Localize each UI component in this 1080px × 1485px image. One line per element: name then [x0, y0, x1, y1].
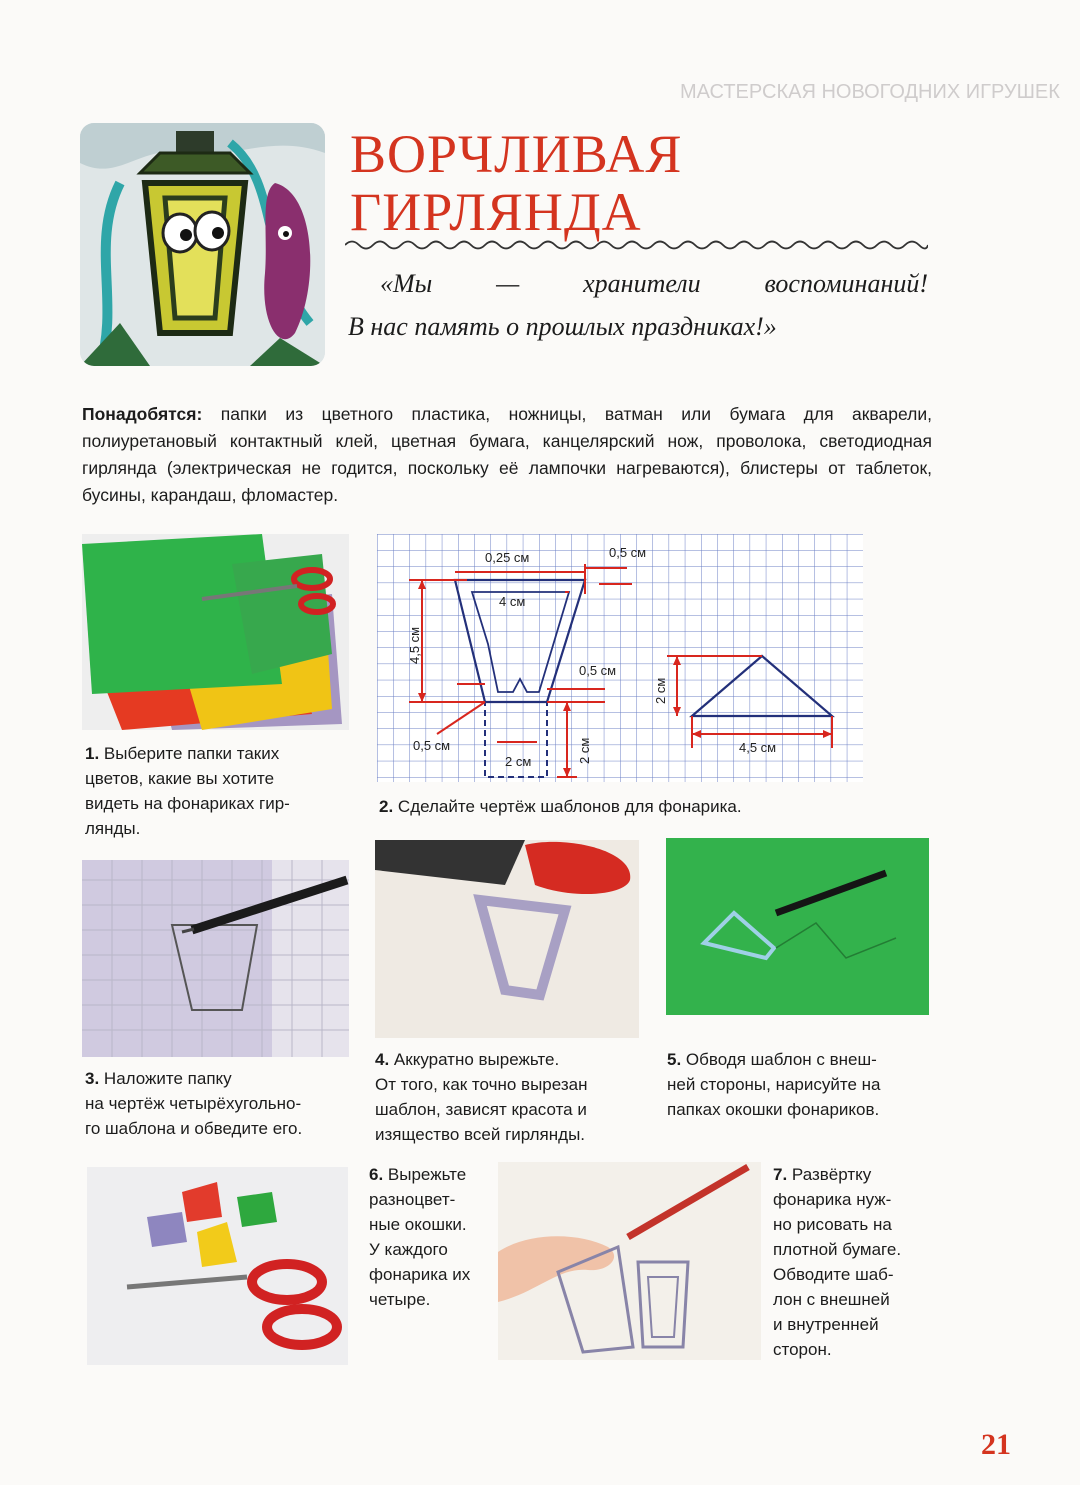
step-1-caption: [85, 741, 350, 841]
step-text-line: но рисовать на: [773, 1215, 892, 1234]
dim-roof-width: 4,5 см: [739, 740, 777, 755]
photo-step-4: [375, 840, 639, 1038]
photo-step-7: [498, 1162, 761, 1360]
step-text-line: плотной бумаге.: [773, 1240, 902, 1259]
page-number: 21: [981, 1428, 1011, 1461]
dim-right-margin: 0,5 см: [609, 545, 647, 560]
step-text-line: четыре.: [369, 1290, 431, 1309]
step-number: 1.: [85, 744, 100, 763]
step-text-line: го шаблона и обведите его.: [85, 1119, 303, 1138]
dim-tab-height: 2 см: [577, 737, 592, 764]
step-text-line: ней стороны, нарисуйте на: [667, 1075, 881, 1094]
quote-line1: «Мы — хранители воспоминаний!: [380, 269, 928, 298]
step-2-caption: [379, 794, 879, 819]
step-number: 3.: [85, 1069, 100, 1088]
photo-step-3: [82, 860, 349, 1057]
step-text-line: Вырежьте: [387, 1165, 467, 1184]
quote-line2: В нас память о прошлых праздниках!»: [348, 312, 777, 341]
page-title-line1: ВОРЧЛИВАЯ: [350, 124, 683, 184]
step-text-line: Аккуратно вырежьте.: [393, 1050, 560, 1069]
photo-step-5: [666, 838, 929, 1015]
wavy-divider: [345, 238, 928, 252]
step-text-line: Развёртку: [791, 1165, 872, 1184]
materials-paragraph: [82, 401, 932, 509]
step-text-line: Сделайте чертёж шаблонов для фонарика.: [397, 797, 742, 816]
step-text-line: папках окошки фонариков.: [667, 1100, 880, 1119]
step-4-caption: [375, 1047, 645, 1147]
dim-height: 4,5 см: [407, 626, 422, 664]
step-number: 6.: [369, 1165, 384, 1184]
step-text-line: Обводя шаблон с внеш-: [685, 1050, 877, 1069]
step-number: 2.: [379, 797, 394, 816]
materials-text: папки из цветного пластика, ножницы, ватман или бумага для акварели, полиуретановый контактный клей, цветная бумага, канцелярский нож, проволока, светодиодная гирлянда (электрическая не годится, поскольку её лампочки нагреваются), блистеры от таблеток, бусины, карандаш, фломастер.: [82, 404, 932, 505]
dim-mid-right: 0,5 см: [579, 663, 617, 678]
step-text-line: сторон.: [773, 1340, 832, 1359]
step-text-line: цветов, какие вы хотите: [85, 769, 275, 788]
step-number: 5.: [667, 1050, 682, 1069]
step-6-caption: [369, 1162, 494, 1312]
materials-label: Понадобятся:: [82, 404, 203, 424]
step-text-line: От того, как точно вырезан: [375, 1075, 588, 1094]
step-text-line: разноцвет-: [369, 1190, 456, 1209]
step-text-line: Выберите папки таких: [103, 744, 280, 763]
template-diagram: [377, 534, 863, 782]
step-text-line: ные окошки.: [369, 1215, 467, 1234]
step-text-line: изящество всей гирлянды.: [375, 1125, 586, 1144]
step-text-line: фонарика нуж-: [773, 1190, 892, 1209]
step-text-line: Обводите шаб-: [773, 1265, 894, 1284]
step-text-line: Наложите папку: [103, 1069, 232, 1088]
step-text-line: лон с внешней: [773, 1290, 890, 1309]
step-text-line: видеть на фонариках гир-: [85, 794, 290, 813]
step-text-line: шаблон, зависят красота и: [375, 1100, 587, 1119]
page-title-line2: ГИРЛЯНДА: [350, 182, 642, 242]
step-text-line: и внутренней: [773, 1315, 879, 1334]
step-number: 7.: [773, 1165, 788, 1184]
step-5-caption: [667, 1047, 932, 1122]
lantern-icon: [80, 123, 325, 366]
step-text-line: на чертёж четырёхугольно-: [85, 1094, 302, 1113]
dim-roof-height: 2 см: [653, 677, 668, 704]
step-text-line: У каждого: [369, 1240, 448, 1259]
lantern-illustration: [80, 123, 325, 366]
photo-step-6: [87, 1167, 348, 1365]
dim-top-margin: 0,25 см: [485, 550, 530, 565]
step-number: 4.: [375, 1050, 390, 1069]
step-text-line: фонарика их: [369, 1265, 471, 1284]
step-3-caption: [85, 1066, 355, 1141]
step-text-line: лянды.: [85, 819, 141, 838]
dim-bottom-left: 0,5 см: [413, 738, 451, 753]
photo-step-1: [82, 534, 349, 730]
step-7-caption: [773, 1162, 933, 1362]
dim-tab-width: 2 см: [505, 754, 532, 769]
dim-inner-width: 4 см: [499, 594, 526, 609]
